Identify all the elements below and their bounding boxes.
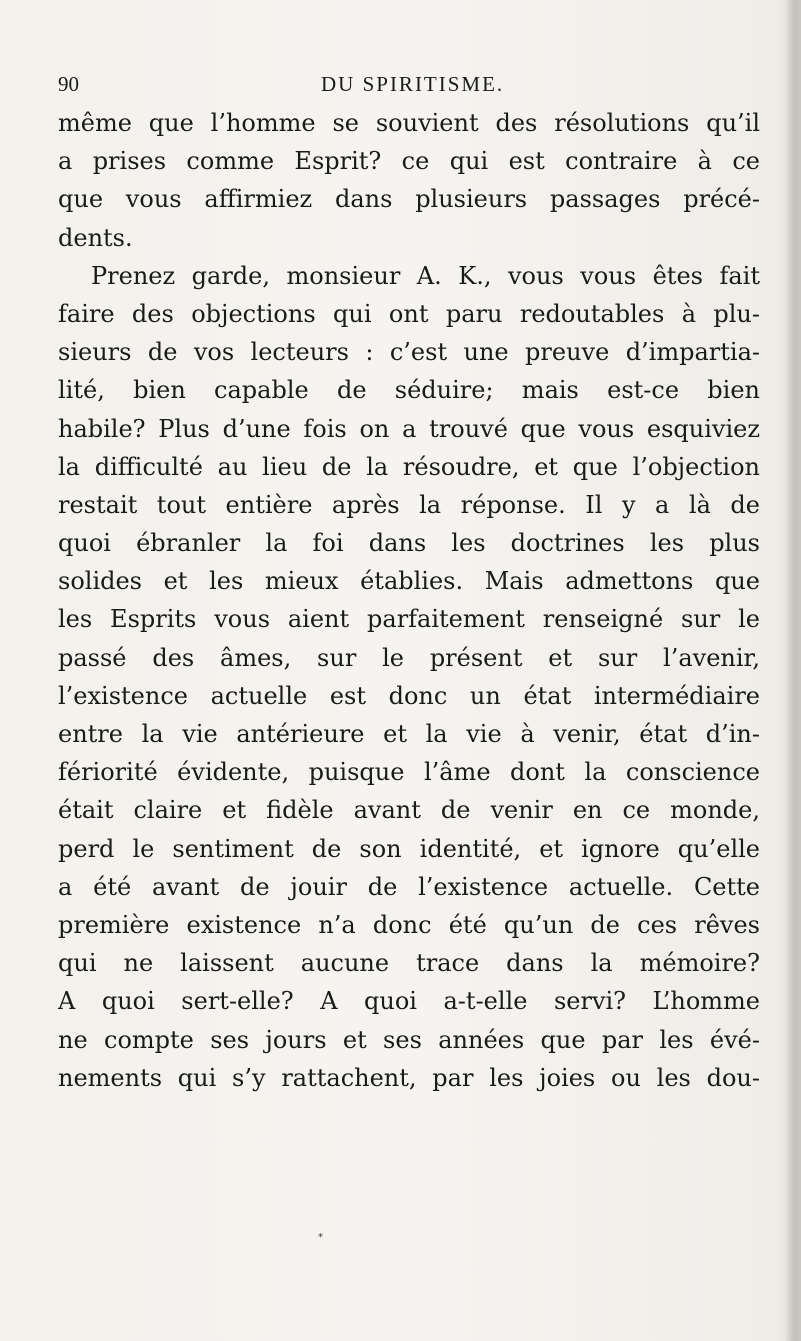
text-line: fériorité évidente, puisque l’âme dont la conscience bbox=[58, 758, 760, 787]
text-line: même que l’homme se souvient des résolutions qu’il bbox=[58, 109, 760, 137]
text-line: restait tout entière après la réponse. Il y a là de bbox=[58, 490, 760, 519]
body-text bbox=[58, 104, 760, 1097]
page-number: 90 bbox=[58, 72, 79, 96]
text-line: perd le sentiment de son identité, et ignore qu’elle bbox=[58, 834, 760, 863]
running-head: DU SPIRITISME. bbox=[321, 72, 505, 96]
text-line: l’existence actuelle est donc un état intermédiaire bbox=[58, 681, 760, 710]
text-line: sieurs de vos lecteurs : c’est une preuve d’impartia- bbox=[58, 338, 760, 367]
text-line: qui ne laissent aucune trace dans la mémoire? bbox=[58, 949, 760, 978]
text-line: nements qui s’y rattachent, par les joies ou les dou- bbox=[58, 1063, 760, 1092]
text-line: passé des âmes, sur le présent et sur l’avenir, bbox=[58, 643, 760, 672]
text-line: les Esprits vous aient parfaitement renseigné sur le bbox=[58, 605, 760, 634]
text-line: était claire et fidèle avant de venir en ce monde, bbox=[58, 796, 760, 825]
text-line: habile? Plus d’une fois on a trouvé que vous esquiviez bbox=[58, 414, 760, 443]
page-header bbox=[58, 72, 738, 102]
text-line: la difficulté au lieu de la résoudre, et que l’objection bbox=[58, 452, 760, 481]
text-line: faire des objections qui ont paru redoutables à plu- bbox=[58, 299, 760, 328]
signature-mark: * bbox=[318, 1232, 323, 1243]
text-line: quoi ébranler la foi dans les doctrines les plus bbox=[58, 529, 760, 558]
text-line: entre la vie antérieure et la vie à venir, état d’in- bbox=[58, 720, 760, 748]
text-line: a prises comme Esprit? ce qui est contraire à ce bbox=[58, 147, 760, 176]
text-line: première existence n’a donc été qu’un de ces rêves bbox=[58, 910, 760, 939]
text-line: Prenez garde, monsieur A. K., vous vous êtes fait bbox=[91, 261, 760, 290]
text-line: a été avant de jouir de l’existence actuelle. Cette bbox=[58, 872, 760, 901]
text-line: lité, bien capable de séduire; mais est-ce bien bbox=[58, 376, 760, 405]
text-line: ne compte ses jours et ses années que par les évé- bbox=[58, 1025, 760, 1054]
text-line: dents. bbox=[58, 223, 133, 252]
text-line: que vous affirmiez dans plusieurs passages précé- bbox=[58, 185, 760, 214]
text-line: solides et les mieux établies. Mais admettons que bbox=[58, 567, 760, 596]
page-edge-shadow bbox=[785, 0, 801, 1341]
text-line: A quoi sert-elle? A quoi a-t-elle servi? L’homme bbox=[58, 987, 760, 1016]
